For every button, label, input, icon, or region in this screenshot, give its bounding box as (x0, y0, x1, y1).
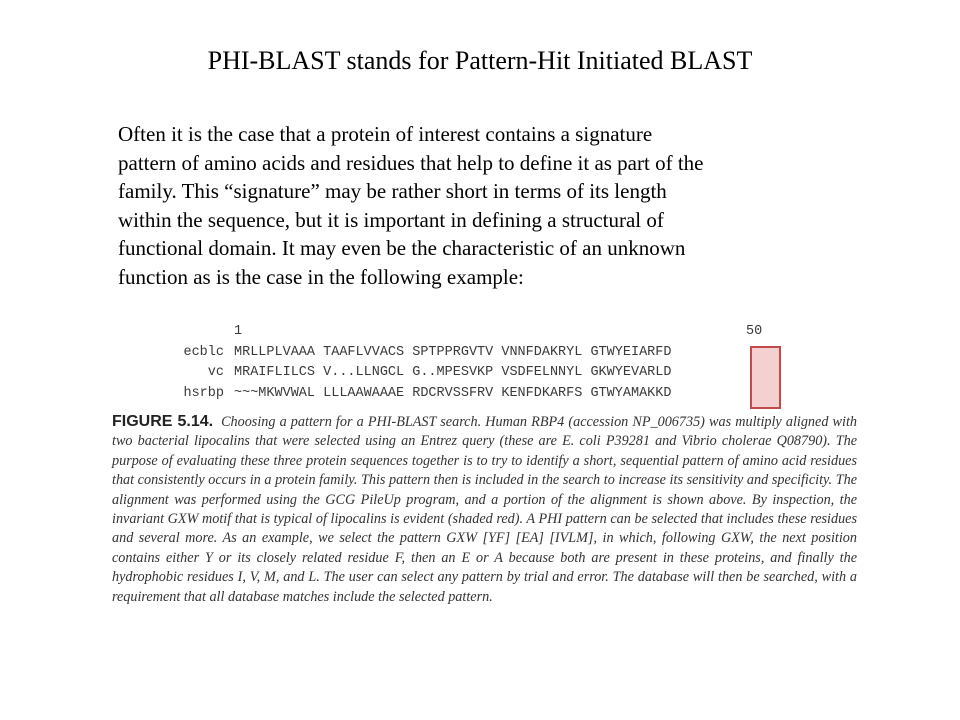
caption-text: Choosing a pattern for a PHI-BLAST search. Human RBP4 (accession NP_006735) was multiply aligned with two bacterial lipocalins that were selected using an Entrez query (these are E. coli P39281 and Vibrio cholerae Q08790). The purpose of evaluating these three protein sequences together is to try to identify a short, sequential pattern of amino acid residues that consistently occurs in a protein family. This pattern then is included in the search to increase its sensitivity and specificity. The alignment was performed using the GCG PileUp program, and a portion of the alignment is shown above. By inspection, the invariant GXW motif that is typical of lipocalins is evident (shaded red). A PHI pattern can be selected that includes these residues and several more. As an example, we select the pattern GXW [YF] [EA] [IVLM], in which, following GXW, the next position contains either Y or its closely related residue F, then an E or A because both are present in these proteins, and finally the hydrophobic residues I, V, M, and L. The user can select any pattern by trial and error. The database will then be searched, with a requirement that all database matches include the selected pattern. (112, 414, 857, 605)
slide-title: PHI-BLAST stands for Pattern-Hit Initiated BLAST (207, 46, 753, 75)
intro-line: within the sequence, but it is important in defining a structural of (118, 207, 664, 232)
gxw-motif-highlight (750, 346, 781, 409)
intro-line: function as is the case in the following example: (118, 264, 524, 289)
sequence-residues: MRAIFLILCS V...LLNGCL G..MPESVKP VSDFELNNYL GKWYEVARLD (234, 365, 672, 380)
start-position: 1 (234, 324, 243, 339)
intro-line: functional domain. It may even be the characteristic of an unknown (118, 236, 686, 260)
sequence-name: hsrbp (183, 385, 224, 401)
figure-caption (112, 412, 857, 607)
intro-line: family. This “signature” may be rather short in terms of its length (118, 179, 667, 203)
end-position: 50 (746, 324, 763, 339)
sequence-name: vc (207, 365, 224, 380)
alignment-row (156, 363, 671, 384)
figure-label: FIGURE 5.14. (112, 413, 214, 430)
intro-line: pattern of amino acids and residues that help to define it as part of the (118, 150, 704, 175)
alignment-row (156, 343, 671, 364)
sequence-name: ecblc (183, 344, 224, 360)
textbook-figure (100, 318, 860, 688)
intro-paragraph (118, 120, 878, 291)
intro-line: Often it is the case that a protein of interest contains a signature (118, 122, 653, 146)
position-ruler (156, 322, 763, 343)
sequence-residues: ~~~MKWVWAL LLLAAWAAAE RDCRVSSFRV KENFDKARFS GTWYAMAKKD (234, 385, 672, 401)
sequence-alignment (156, 322, 763, 404)
sequence-residues: MRLLPLVAAA TAAFLVVACS SPTPPRGVTV VNNFDAKRYL GTWYEIARFD (234, 344, 672, 360)
alignment-row (156, 384, 671, 405)
